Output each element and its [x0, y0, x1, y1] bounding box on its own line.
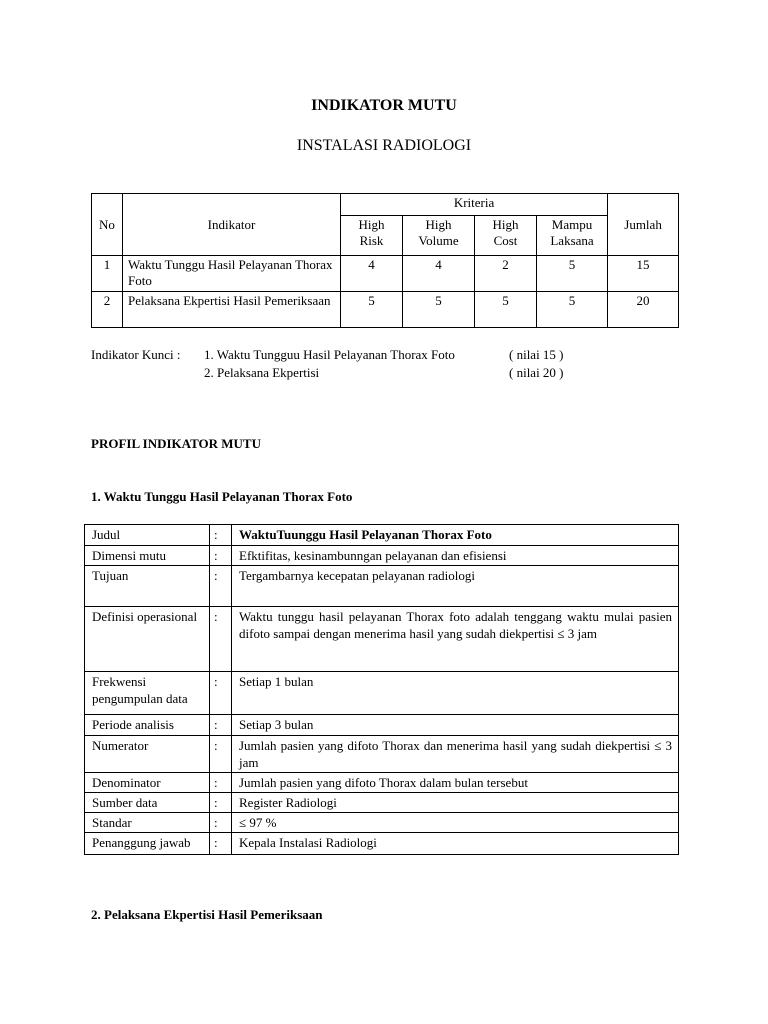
document-subtitle: INSTALASI RADIOLOGI: [296, 137, 472, 154]
indikator-kunci-label: Indikator Kunci :: [91, 347, 181, 362]
cell-mampu-laksana: 5: [537, 256, 608, 292]
row-label: Standar: [85, 813, 210, 833]
row-colon: :: [210, 773, 232, 793]
row-label: Judul: [85, 525, 210, 546]
row-value: Efktifitas, kesinambunngan pelayanan dan efisiensi: [232, 546, 679, 566]
row-colon: :: [210, 813, 232, 833]
table-row: [85, 546, 679, 566]
table-row: [85, 736, 679, 773]
table-row: [85, 813, 679, 833]
section-2-heading: 2. Pelaksana Ekpertisi Hasil Pemeriksaan: [91, 907, 323, 922]
cell-high-cost: 5: [475, 292, 537, 328]
table-row: [85, 607, 679, 672]
row-colon: :: [210, 793, 232, 813]
table-row: [85, 715, 679, 736]
row-label: Definisi operasional: [85, 607, 210, 672]
table-row: [92, 292, 679, 328]
profile-table: [84, 524, 679, 855]
cell-jumlah: 20: [608, 292, 679, 328]
row-value: Tergambarnya kecepatan pelayanan radiologi: [232, 566, 679, 607]
row-value: Setiap 1 bulan: [232, 672, 679, 715]
row-value: Waktu tunggu hasil pelayanan Thorax foto adalah tenggang waktu mulai pasien difoto sampai dengan menerima hasil yang sudah diekpertisi ≤ 3 jam: [232, 607, 679, 672]
row-label: Periode analisis: [85, 715, 210, 736]
row-value: Register Radiologi: [232, 793, 679, 813]
document-title: INDIKATOR MUTU: [311, 97, 457, 114]
row-value: Jumlah pasien yang difoto Thorax dan menerima hasil yang sudah diekpertisi ≤ 3 jam: [232, 736, 679, 773]
table-row: [92, 256, 679, 292]
row-value: ≤ 97 %: [232, 813, 679, 833]
indikator-kunci-value-2: ( nilai 20 ): [509, 365, 564, 380]
row-colon: :: [210, 736, 232, 773]
profil-heading: PROFIL INDIKATOR MUTU: [91, 436, 261, 451]
row-value: Jumlah pasien yang difoto Thorax dalam bulan tersebut: [232, 773, 679, 793]
cell-high-risk: 5: [341, 292, 403, 328]
row-label: Penanggung jawab: [85, 833, 210, 855]
table-row: [85, 773, 679, 793]
row-colon: :: [210, 525, 232, 546]
cell-high-risk: 4: [341, 256, 403, 292]
row-colon: :: [210, 833, 232, 855]
cell-high-cost: 2: [475, 256, 537, 292]
row-colon: :: [210, 546, 232, 566]
table-row: [85, 793, 679, 813]
table-row: [85, 525, 679, 546]
cell-indikator: Waktu Tunggu Hasil Pelayanan Thorax Foto: [123, 256, 341, 292]
row-colon: :: [210, 672, 232, 715]
row-value: Setiap 3 bulan: [232, 715, 679, 736]
table-row: [85, 833, 679, 855]
header-high-volume: High Volume: [403, 216, 475, 256]
criteria-header-row: [92, 194, 679, 216]
indikator-kunci-item-1: 1. Waktu Tungguu Hasil Pelayanan Thorax Foto: [204, 347, 455, 362]
table-row: [85, 672, 679, 715]
row-label: Frekwensi pengumpulan data: [85, 672, 210, 715]
header-mampu-laksana: Mampu Laksana: [537, 216, 608, 256]
section-1-heading: 1. Waktu Tunggu Hasil Pelayanan Thorax Foto: [91, 489, 353, 504]
cell-high-volume: 5: [403, 292, 475, 328]
indikator-kunci-item-2: 2. Pelaksana Ekpertisi: [204, 365, 320, 380]
cell-mampu-laksana: 5: [537, 292, 608, 328]
row-label: Denominator: [85, 773, 210, 793]
cell-high-volume: 4: [403, 256, 475, 292]
header-high-cost: High Cost: [475, 216, 537, 256]
criteria-table: [91, 193, 679, 328]
header-kriteria: Kriteria: [341, 194, 608, 216]
row-colon: :: [210, 566, 232, 607]
row-value: WaktuTuunggu Hasil Pelayanan Thorax Foto: [232, 525, 679, 546]
row-label: Tujuan: [85, 566, 210, 607]
header-high-risk: High Risk: [341, 216, 403, 256]
row-value: Kepala Instalasi Radiologi: [232, 833, 679, 855]
cell-indikator: Pelaksana Ekpertisi Hasil Pemeriksaan: [123, 292, 341, 328]
cell-no: 2: [92, 292, 123, 328]
table-row: [85, 566, 679, 607]
header-jumlah: Jumlah: [608, 194, 679, 256]
row-colon: :: [210, 715, 232, 736]
row-colon: :: [210, 607, 232, 672]
cell-jumlah: 15: [608, 256, 679, 292]
row-label: Sumber data: [85, 793, 210, 813]
indikator-kunci-value-1: ( nilai 15 ): [509, 347, 564, 362]
cell-no: 1: [92, 256, 123, 292]
header-indikator: Indikator: [123, 194, 341, 256]
row-label: Dimensi mutu: [85, 546, 210, 566]
header-no: No: [92, 194, 123, 256]
row-label: Numerator: [85, 736, 210, 773]
